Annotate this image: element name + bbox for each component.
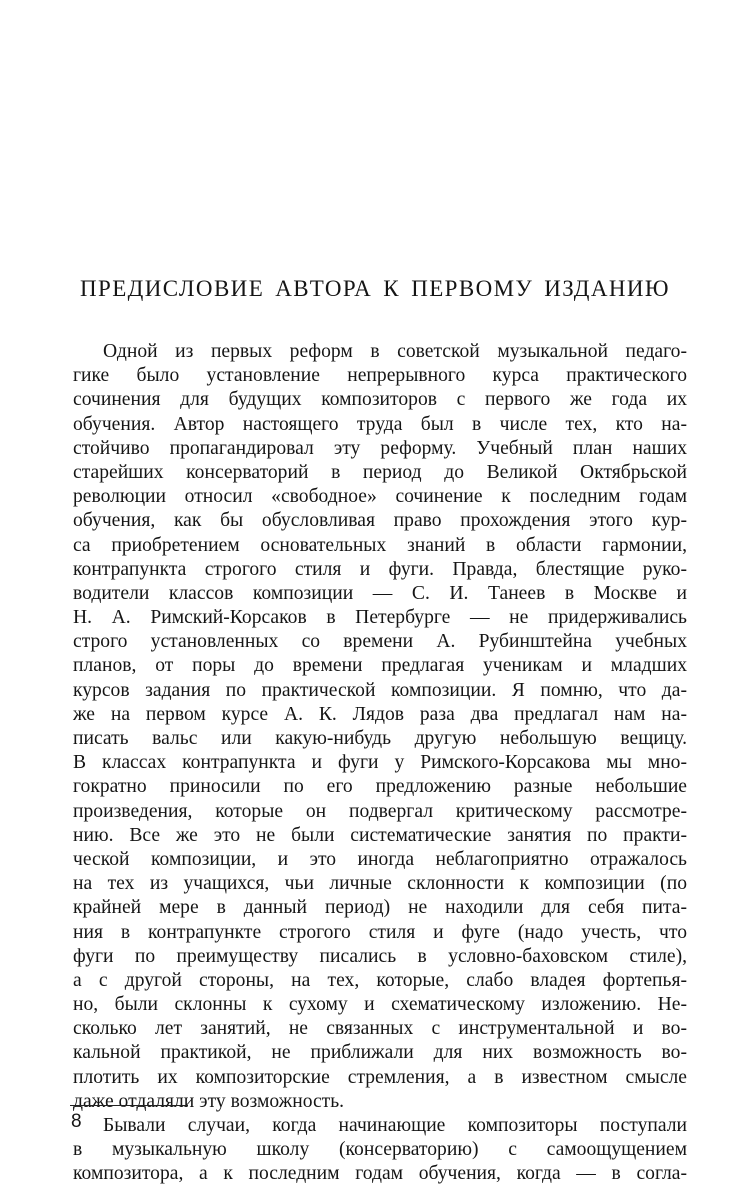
text-line: Одной из первых реформ в советской музыкальной педаго- — [103, 341, 687, 362]
text-line: а с другой стороны, на тех, которые, слабо владея фортепья- — [73, 969, 687, 991]
text-line: кальной практикой, не приближали для них возможность во- — [73, 1042, 687, 1064]
text-line: обучения, как бы обусловливая право прохождения этого кур- — [73, 510, 687, 532]
text-line: нию. Все же это не были систематические занятия по практи- — [73, 824, 687, 846]
text-line: ческой композиции, и это иногда неблагоприятно отражалось — [73, 848, 687, 870]
text-line: на тех из учащихся, чьи личные склонности к композиции (по — [73, 873, 687, 895]
text-line: ния в контрапункте строгого стиля и фуге (надо учесть, что — [73, 921, 687, 943]
text-line: даже отдаляли эту возможность. — [73, 1090, 345, 1112]
text-line: писать вальс или какую-нибудь другую небольшую вещицу. — [73, 728, 687, 749]
text-line: курсов задания по практической композиции. Я помню, что да- — [73, 679, 687, 701]
body-text — [73, 340, 687, 1187]
text-line: гике было установление непрерывного курса практического — [73, 365, 687, 387]
text-line: стойчиво пропагандировал эту реформу. Учебный план наших — [73, 437, 687, 459]
text-line: Бывали случаи, когда начинающие композиторы поступали — [103, 1115, 687, 1136]
paragraph-2 — [73, 1114, 687, 1187]
text-line: са приобретением основательных знаний в области гармонии, — [73, 534, 687, 556]
text-line: в музыкальную школу (консерваторию) с самоощущением — [73, 1139, 687, 1161]
text-line: композитора, а к последним годам обучения, когда — в согла- — [73, 1163, 687, 1185]
footnote-rule — [70, 1105, 188, 1106]
paragraph-1 — [73, 340, 687, 1114]
text-line: строго установленных со времени А. Рубинштейна учебных — [73, 631, 687, 653]
text-line: сочинения для будущих композиторов с первого же года их — [73, 389, 687, 411]
text-line: фуги по преимуществу писались в условно-баховском стиле), — [73, 945, 687, 967]
text-line: планов, от поры до времени предлагая ученикам и младших — [73, 655, 687, 677]
text-line: гократно приносили по его предложению разные небольшие — [73, 776, 687, 798]
text-line: контрапункта строгого стиля и фуги. Правда, блестящие руко- — [73, 558, 687, 580]
text-line: водители классов композиции — С. И. Танеев в Москве и — [73, 582, 687, 604]
page-title: ПРЕДИСЛОВИЕ АВТОРА К ПЕРВОМУ ИЗДАНИЮ — [80, 276, 670, 301]
text-line: В классах контрапункта и фуги у Римского-Корсакова мы мно- — [73, 752, 687, 774]
text-line: старейших консерваторий в период до Великой Октябрьской — [73, 461, 687, 483]
text-line: Н. А. Римский-Корсаков в Петербурге — не придерживались — [73, 607, 687, 629]
text-line: же на первом курсе А. К. Лядов раза два предлагал нам на- — [73, 703, 687, 725]
text-line: но, были склонны к сухому и схематическому изложению. Не- — [73, 994, 687, 1016]
text-line: плотить их композиторские стремления, а в известном смысле — [73, 1066, 687, 1088]
text-line: произведения, которые он подвергал критическому рассмотре- — [73, 800, 687, 822]
text-line: революции относил «свободное» сочинение к последним годам — [73, 486, 687, 508]
text-line: крайней мере в данный период) не находили для себя пита- — [73, 897, 687, 919]
text-line: обучения. Автор настоящего труда был в числе тех, кто на- — [73, 413, 687, 435]
page-number: 8 — [71, 1111, 82, 1132]
text-line: сколько лет занятий, не связанных с инструментальной и во- — [73, 1018, 687, 1040]
